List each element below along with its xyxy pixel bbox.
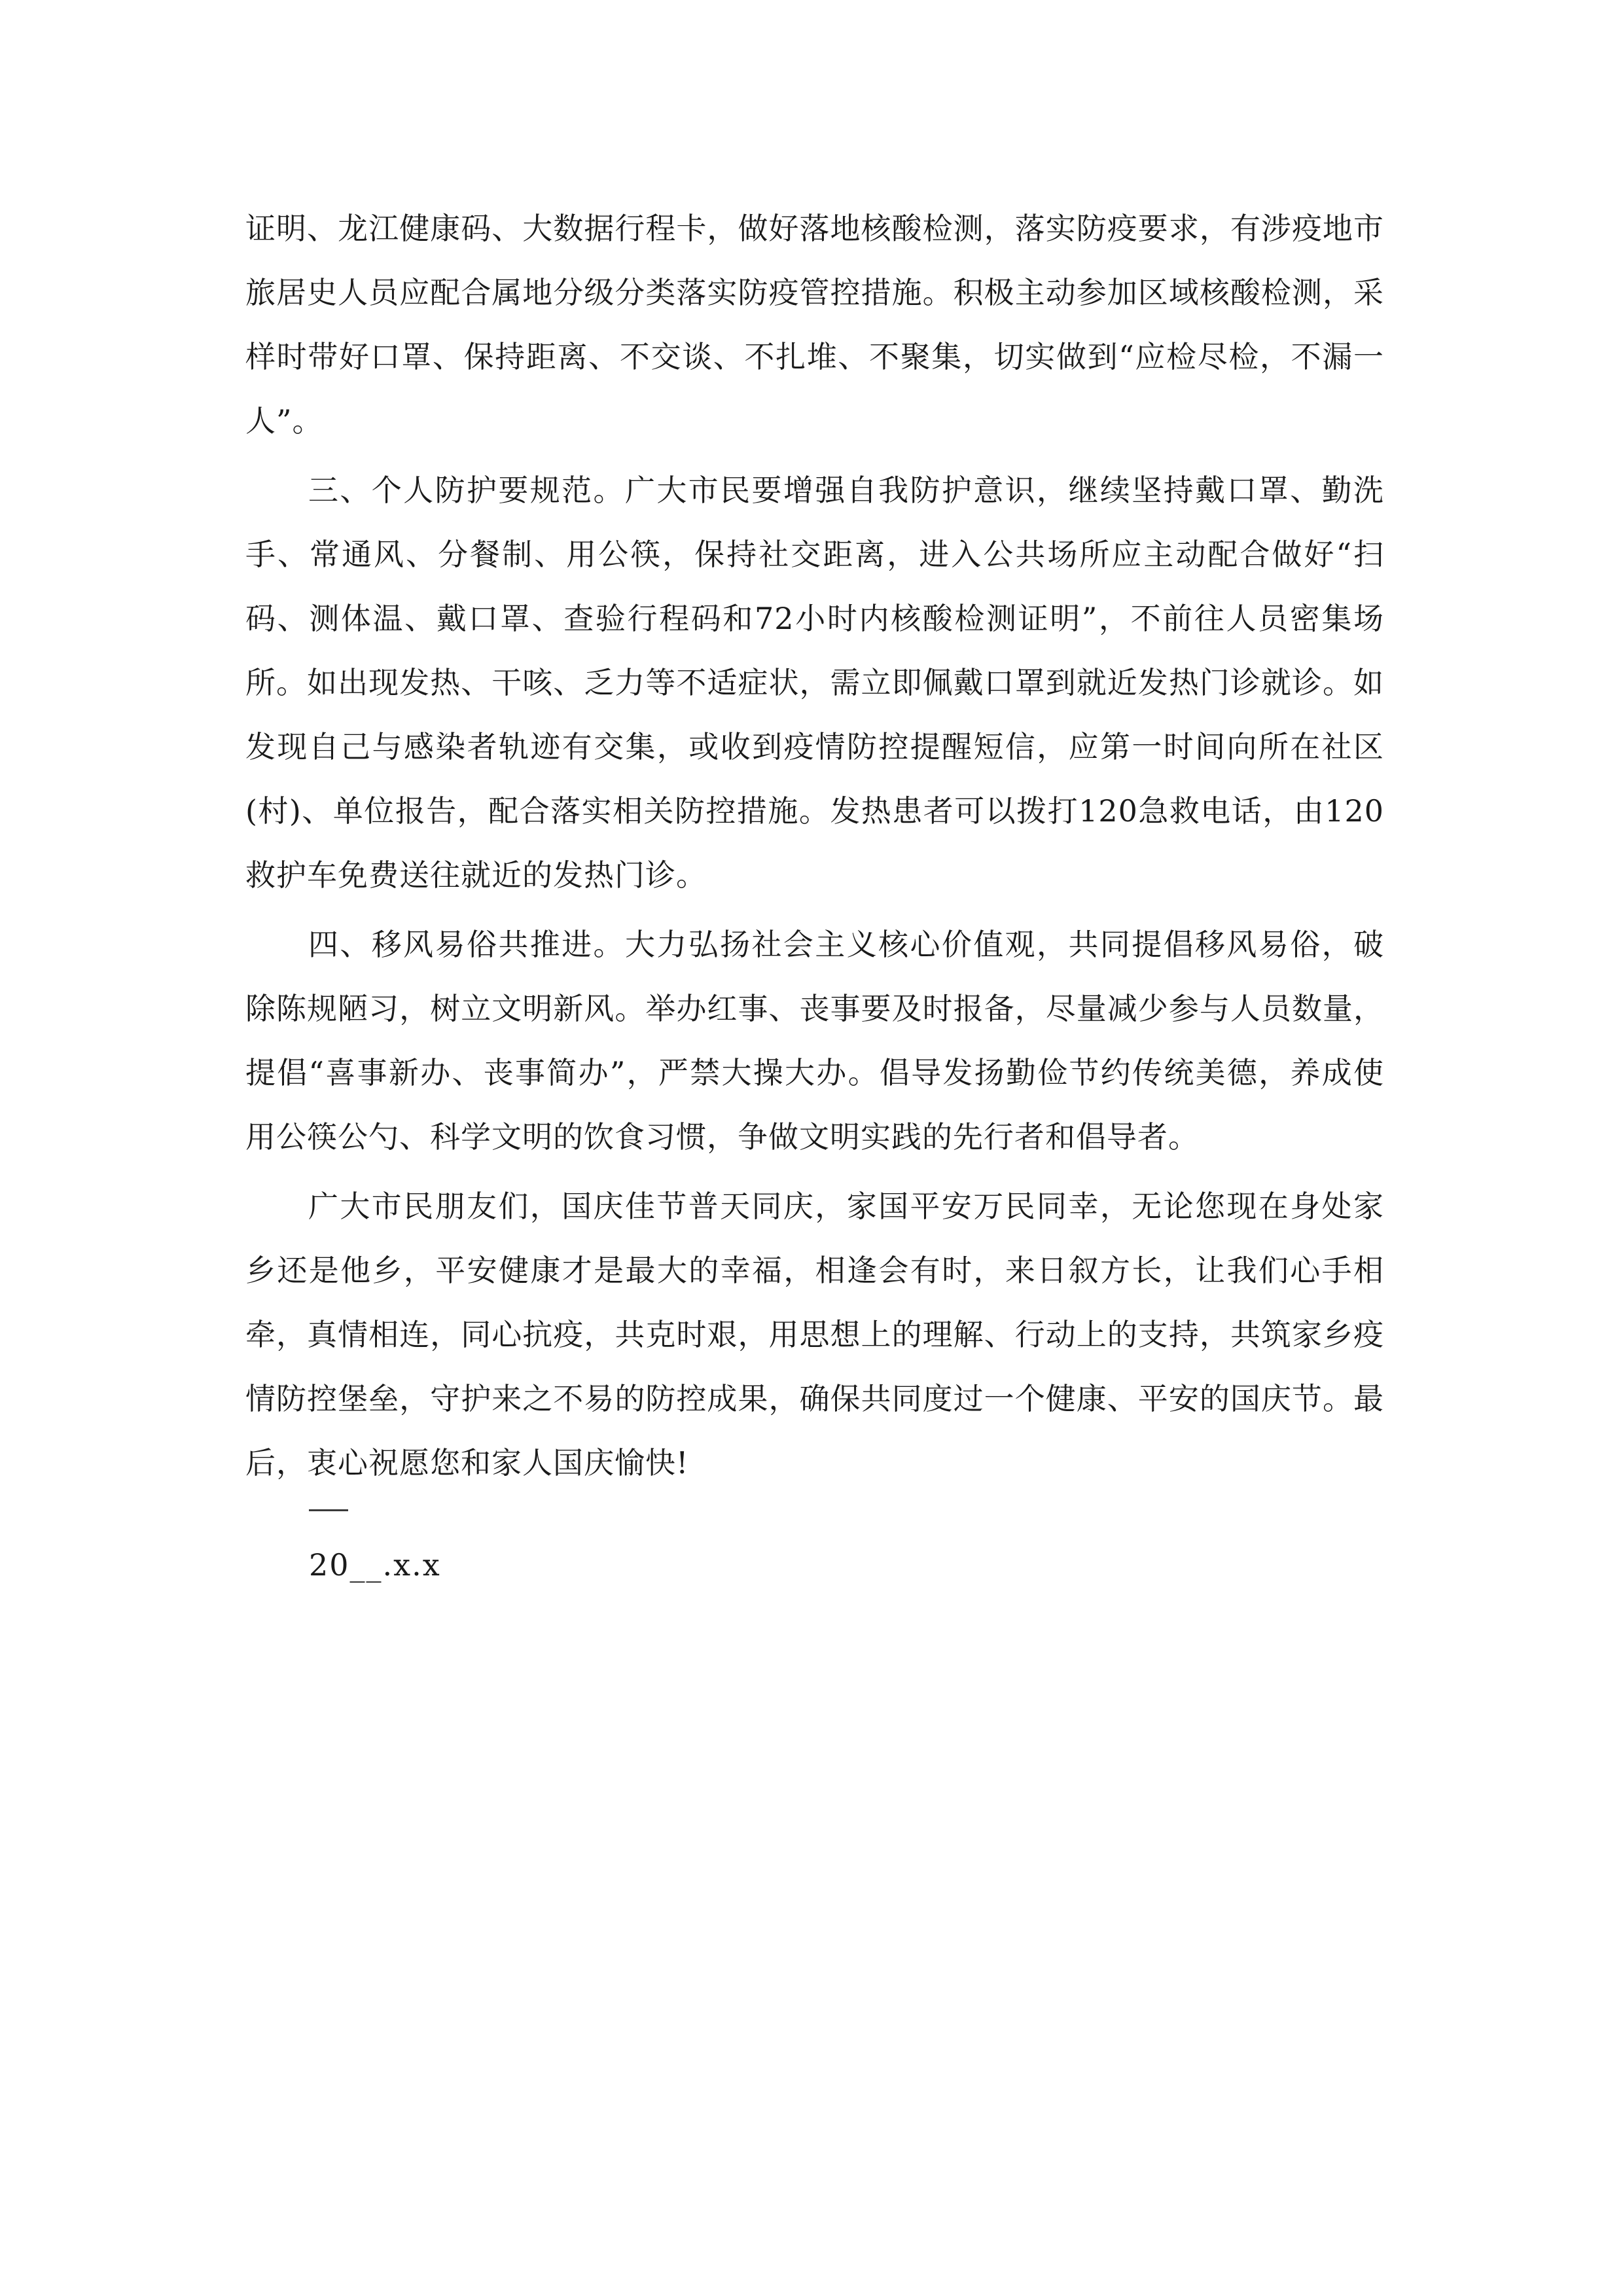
- document-body: [245, 196, 1384, 1495]
- signature-date: 20__.x.x: [309, 1547, 441, 1583]
- paragraph-continuation: 证明、龙江健康码、大数据行程卡，做好落地核酸检测，落实防疫要求，有涉疫地市旅居史人员应配合属地分级分类落实防疫管控措施。积极主动参加区域核酸检测，采样时带好口罩、保持距离、不交谈、不扎堆、不聚集，切实做到“应检尽检，不漏一人”。: [245, 211, 1384, 439]
- paragraph-customs-reform: 四、移风易俗共推进。大力弘扬社会主义核心价值观，共同提倡移风易俗，破除陈规陋习，树立文明新风。举办红事、丧事要及时报备，尽量减少参与人员数量，提倡“喜事新办、丧事简办”，严禁大操大办。倡导发扬勤俭节约传统美德，养成使用公筷公勺、科学文明的饮食习惯，争做文明实践的先行者和倡导者。: [245, 927, 1384, 1155]
- signature-dash: [309, 1509, 348, 1511]
- paragraph-closing-appeal: 广大市民朋友们，国庆佳节普天同庆，家国平安万民同幸，无论您现在身处家乡还是他乡，平安健康才是最大的幸福，相逢会有时，来日叙方长，让我们心手相牵，真情相连，同心抗疫，共克时艰，用思想上的理解、行动上的支持，共筑家乡疫情防控堡垒，守护来之不易的防控成果，确保共同度过一个健康、平安的国庆节。最后，衷心祝愿您和家人国庆愉快!: [245, 1189, 1384, 1480]
- paragraph-personal-protection: 三、个人防护要规范。广大市民要增强自我防护意识，继续坚持戴口罩、勤洗手、常通风、分餐制、用公筷，保持社交距离，进入公共场所应主动配合做好“扫码、测体温、戴口罩、查验行程码和72小时内核酸检测证明”，不前往人员密集场所。如出现发热、干咳、乏力等不适症状，需立即佩戴口罩到就近发热门诊就诊。如发现自己与感染者轨迹有交集，或收到疫情防控提醒短信，应第一时间向所在社区(村)、单位报告，配合落实相关防控措施。发热患者可以拨打120急救电话，由120救护车免费送往就近的发热门诊。: [245, 473, 1384, 893]
